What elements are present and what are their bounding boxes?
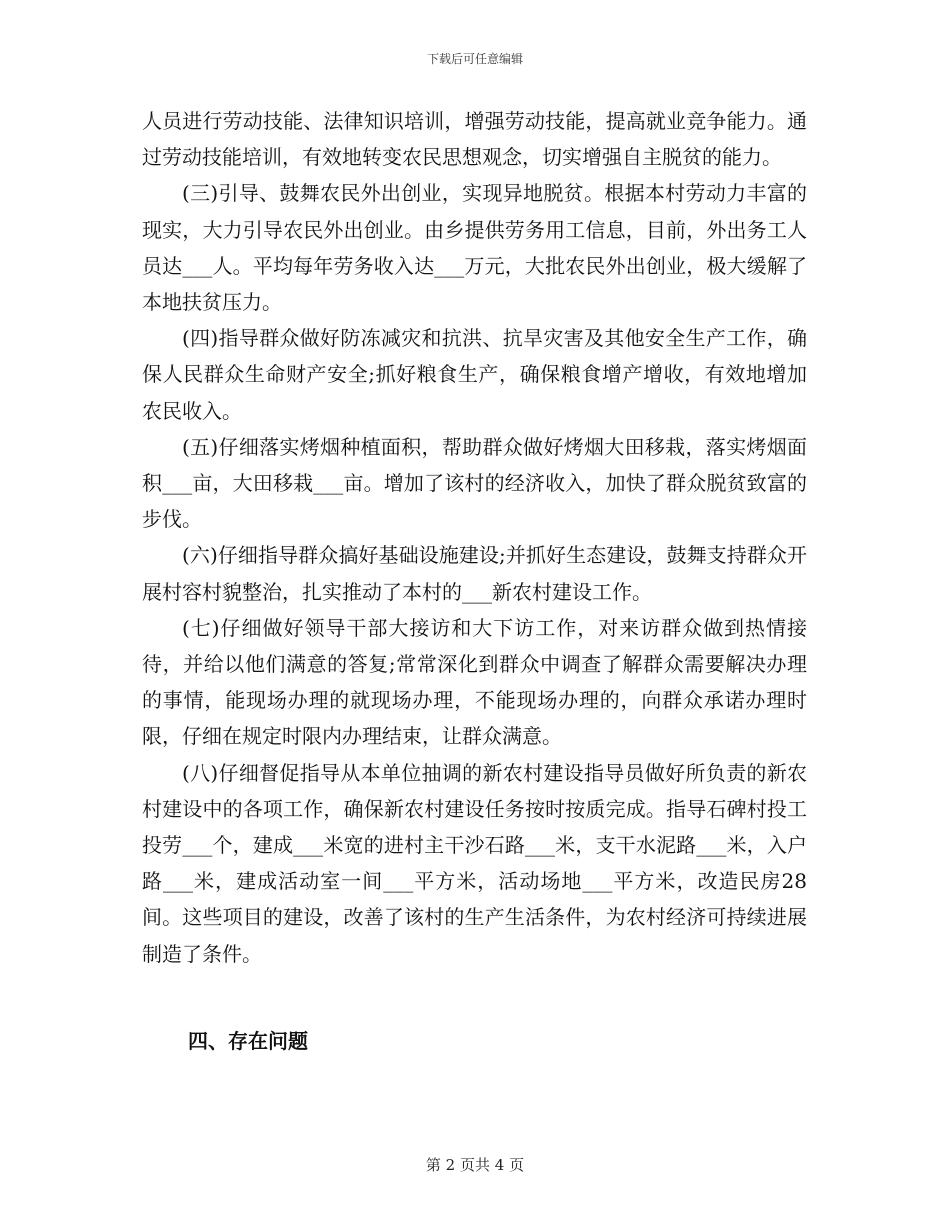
paragraph-continued: 人员进行劳动技能、法律知识培训，增强劳动技能，提高就业竞争能力。通过劳动技能培训，有效地转变农民思想观念，切实增强自主脱贫的能力。: [142, 109, 807, 170]
document-body: [142, 103, 807, 972]
paragraph-item-5: (五)仔细落实烤烟种植面积，帮助群众做好烤烟大田移栽，落实烤烟面积___亩，大田移栽___亩。增加了该村的经济收入，加快了群众脱贫致富的步伐。: [142, 434, 807, 532]
paragraph-item-7: (七)仔细做好领导干部大接访和大下访工作，对来访群众做到热情接待，并给以他们满意的答复;常常深化到群众中调查了解群众需要解决办理的事情，能现场办理的就现场办理，不能现场办理的，向群众承诺办理时限，仔细在规定时限内办理结束，让群众满意。: [142, 615, 807, 749]
paragraph-item-8: (八)仔细督促指导从本单位抽调的新农村建设指导员做好所负责的新农村建设中的各项工作，确保新农村建设任务按时按质完成。指导石碑村投工投劳___个，建成___米宽的进村主干沙石路___米，支干水泥路___米，入户路___米，建成活动室一间___平方米，活动场地___平方米，改造民房28间。这些项目的建设，改善了该村的生产生活条件，为农村经济可持续进展制造了条件。: [142, 760, 807, 966]
page-header: 下载后可任意编辑: [426, 52, 523, 66]
paragraph-item-3: (三)引导、鼓舞农民外出创业，实现异地脱贫。根据本村劳动力丰富的现实，大力引导农民外出创业。由乡提供劳务用工信息，目前，外出务工人员达___人。平均每年劳务收入达___万元，大批农民外出创业，极大缓解了本地扶贫压力。: [142, 181, 807, 315]
paragraph-item-6: (六)仔细指导群众搞好基础设施建设;并抓好生态建设，鼓舞支持群众开展村容村貌整治，扎实推动了本村的___新农村建设工作。: [142, 543, 807, 604]
section-heading: 四、存在问题: [188, 1029, 308, 1053]
page-footer: 第 2 页共 4 页: [425, 1156, 525, 1174]
paragraph-item-4: (四)指导群众做好防冻减灾和抗洪、抗旱灾害及其他安全生产工作，确保人民群众生命财产安全;抓好粮食生产，确保粮食增产增收，有效地增加农民收入。: [142, 326, 807, 423]
